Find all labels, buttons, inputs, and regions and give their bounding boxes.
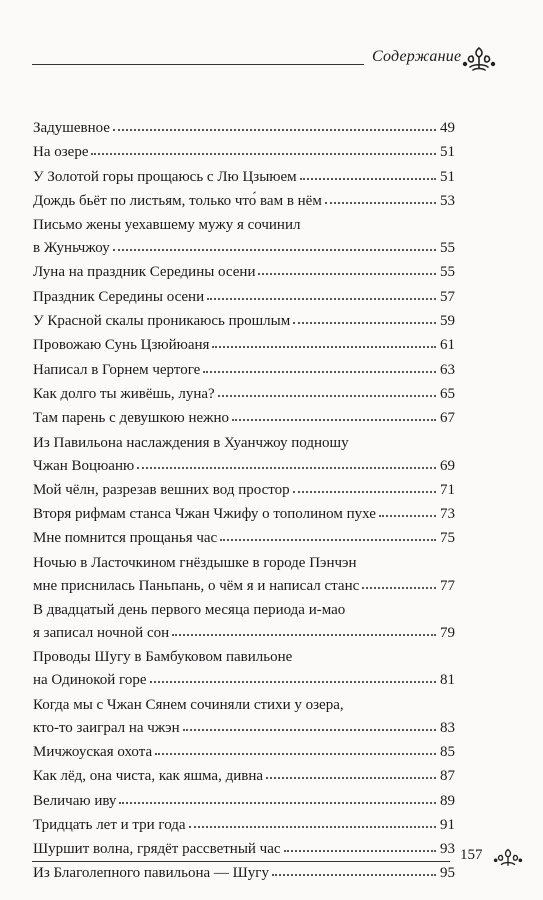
toc-page-number: 55 — [440, 240, 455, 257]
dot-leader — [150, 681, 437, 683]
toc-entry-title: Когда мы с Чжан Сянем сочиняли стихи у озера, — [33, 696, 344, 713]
toc-page-number: 57 — [440, 288, 455, 305]
toc-entry-title: Из Благолепного павильона — Шугу — [33, 865, 269, 882]
running-header — [32, 40, 521, 80]
toc-entry-title: Из Павильона наслаждения в Хуанчжоу подношу — [33, 434, 349, 451]
toc-entry-title: Тридцать лет и три года — [33, 816, 186, 833]
toc-entry-title: Мне помнится прощанья час — [33, 530, 218, 547]
toc-entry-line — [33, 214, 455, 237]
toc-page-number: 73 — [440, 506, 455, 523]
toc-entry-line — [33, 237, 455, 260]
toc-entry[interactable] — [33, 790, 455, 813]
toc-page-number: 85 — [440, 743, 455, 760]
toc-entry-line — [33, 286, 455, 309]
toc-page-number: 79 — [440, 625, 455, 642]
dot-leader — [203, 371, 436, 373]
dot-leader — [284, 850, 436, 852]
toc-entry[interactable] — [33, 117, 455, 140]
toc-entry-title: В двадцатый день первого месяца периода и-мао — [33, 602, 346, 619]
ornament-icon — [462, 42, 496, 76]
toc-entry-title: Величаю иву — [33, 792, 117, 809]
header-rule — [32, 64, 364, 65]
toc-entry-line — [33, 479, 455, 502]
dot-leader — [362, 587, 436, 589]
toc-entry-title: Праздник Середины осени — [33, 288, 205, 305]
toc-entry-title: Проводы Шугу в Бамбуковом павильоне — [33, 649, 293, 666]
toc-entry-line — [33, 166, 455, 189]
toc-page-number: 53 — [440, 192, 455, 209]
toc-entry[interactable] — [33, 814, 455, 837]
toc-entry-title: Вторя рифмам станса Чжан Чжифу о тополином пухе — [33, 506, 376, 523]
dot-leader — [300, 178, 436, 180]
toc-entry-title: я записал ночной сон — [33, 625, 170, 642]
header-title: Содержание — [372, 48, 462, 65]
ornament-icon — [493, 843, 523, 871]
toc-entry-line — [33, 383, 455, 406]
toc-page-number: 49 — [440, 120, 455, 136]
toc-entry-line — [33, 334, 455, 357]
dot-leader — [232, 419, 436, 421]
dot-leader — [183, 729, 436, 731]
toc-entry-title: кто-то заиграл на чжэн — [33, 719, 180, 736]
page-number: 157 — [460, 847, 483, 863]
toc-entry-line — [33, 790, 455, 813]
toc-page-number: 89 — [440, 792, 455, 809]
dot-leader — [137, 467, 436, 469]
toc-entry-line — [33, 190, 455, 213]
toc-entry[interactable] — [33, 334, 455, 357]
dot-leader — [212, 346, 436, 348]
toc-entry-line — [33, 694, 455, 717]
toc-entry-title: Там парень с девушкою нежно — [33, 410, 230, 427]
toc-page-number: 87 — [440, 768, 455, 785]
toc-entry-title: Шуршит волна, грядёт рассветный час — [33, 841, 281, 858]
toc-entry-line — [33, 814, 455, 837]
toc-entry-title: мне приснилась Паньпань, о чём я и написал станс — [33, 577, 360, 594]
toc-page-number: 51 — [440, 168, 455, 185]
toc-page-number: 65 — [440, 385, 455, 402]
toc-entry-title: У Золотой горы прощаюсь с Лю Цзыюем — [33, 168, 297, 185]
toc-entry-line — [33, 261, 455, 284]
toc-entry-line — [33, 117, 455, 140]
dot-leader — [325, 202, 436, 204]
toc-entry-title: в Жуньчжоу — [33, 240, 110, 257]
toc-page-number: 83 — [440, 719, 455, 736]
toc-page-number: 81 — [440, 672, 455, 689]
dot-leader — [91, 153, 436, 155]
footer-rule — [32, 861, 450, 862]
dot-leader — [293, 322, 436, 324]
toc-entry-title: Ночью в Ласточкином гнёздышке в городе Пэнчэн — [33, 554, 357, 571]
toc-entry-line — [33, 455, 455, 478]
dot-leader — [218, 395, 436, 397]
toc-entry[interactable] — [33, 407, 455, 430]
toc-entry-title: Мичжоуская охота — [33, 743, 153, 760]
toc-entry-title: Как долго ты живёшь, луна? — [33, 385, 215, 402]
toc-entry-title: Луна на праздник Середины осени — [33, 264, 256, 281]
dot-leader — [119, 802, 436, 804]
toc-entry-line — [33, 310, 455, 333]
toc-entry-line — [33, 669, 455, 692]
toc-page-number: 63 — [440, 361, 455, 378]
toc-entry[interactable] — [33, 765, 455, 788]
toc-entry-title: Задушевное — [33, 120, 110, 136]
toc-entry-title: Дождь бьёт по листьям, только что́ вам в нём — [33, 192, 322, 209]
toc-entry-title: на Одинокой горе — [33, 672, 147, 689]
toc-entry-line — [33, 765, 455, 788]
toc-page-number: 95 — [440, 865, 455, 882]
dot-leader — [189, 826, 436, 828]
toc-entry[interactable] — [33, 646, 455, 692]
dot-leader — [172, 634, 436, 636]
toc-entry[interactable] — [33, 552, 455, 598]
toc-page-number: 77 — [440, 577, 455, 594]
toc-entry[interactable] — [33, 741, 455, 764]
toc-page-number: 59 — [440, 313, 455, 330]
toc-page-number: 55 — [440, 264, 455, 281]
toc-page-number: 51 — [440, 144, 455, 161]
toc-entry-line — [33, 622, 455, 645]
toc-entry[interactable] — [33, 383, 455, 406]
toc-entry[interactable] — [33, 527, 455, 550]
toc-entry-line — [33, 432, 455, 455]
toc-entry-line — [33, 599, 455, 622]
toc-entry[interactable] — [33, 694, 455, 740]
toc-entry-line — [33, 717, 455, 740]
dot-leader — [155, 753, 436, 755]
toc-entry-title: Письмо жены уехавшему мужу я сочинил — [33, 217, 301, 234]
toc-page-number: 75 — [440, 530, 455, 547]
toc-entry-line — [33, 646, 455, 669]
toc-entry-title: Чжан Воцюаню — [33, 457, 135, 474]
dot-leader — [258, 273, 436, 275]
toc-entry-title: У Красной скалы проникаюсь прошлым — [33, 313, 291, 330]
toc-entry-line — [33, 527, 455, 550]
toc-entry[interactable] — [33, 286, 455, 309]
toc-page-number: 91 — [440, 816, 455, 833]
dot-leader — [379, 515, 436, 517]
toc-entry-title: Как лёд, она чиста, как яшма, дивна — [33, 768, 264, 785]
dot-leader — [207, 298, 436, 300]
toc-page-number: 93 — [440, 841, 455, 858]
toc-entry[interactable] — [33, 166, 455, 189]
toc-entry[interactable] — [33, 190, 455, 213]
toc-entry[interactable] — [33, 503, 455, 526]
dot-leader — [220, 539, 436, 541]
toc-entry[interactable] — [33, 359, 455, 382]
toc-entry-line — [33, 141, 455, 164]
toc-entry-title: Мой чёлн, разрезав вешних вод простор — [33, 481, 290, 498]
dot-leader — [293, 491, 436, 493]
toc-entry[interactable] — [33, 432, 455, 478]
dot-leader — [113, 249, 436, 251]
toc-entry[interactable] — [33, 479, 455, 502]
table-of-contents — [33, 117, 455, 887]
toc-entry-line — [33, 741, 455, 764]
dot-leader — [266, 777, 436, 779]
toc-page-number: 61 — [440, 337, 455, 354]
toc-entry-title: Написал в Горнем чертоге — [33, 361, 201, 378]
toc-entry-line — [33, 552, 455, 575]
toc-entry-line — [33, 359, 455, 382]
toc-entry-line — [33, 407, 455, 430]
dot-leader — [113, 129, 436, 131]
toc-entry[interactable] — [33, 310, 455, 333]
toc-entry[interactable] — [33, 599, 455, 645]
toc-entry-line — [33, 503, 455, 526]
toc-entry-line — [33, 575, 455, 598]
toc-page-number: 69 — [440, 457, 455, 474]
toc-page-number: 67 — [440, 410, 455, 427]
toc-page-number: 71 — [440, 481, 455, 498]
toc-entry[interactable] — [33, 261, 455, 284]
toc-entry[interactable] — [33, 214, 455, 260]
toc-entry-title: На озере — [33, 144, 89, 161]
toc-entry[interactable] — [33, 141, 455, 164]
toc-entry-title: Провожаю Сунь Цзюйюаня — [33, 337, 210, 354]
